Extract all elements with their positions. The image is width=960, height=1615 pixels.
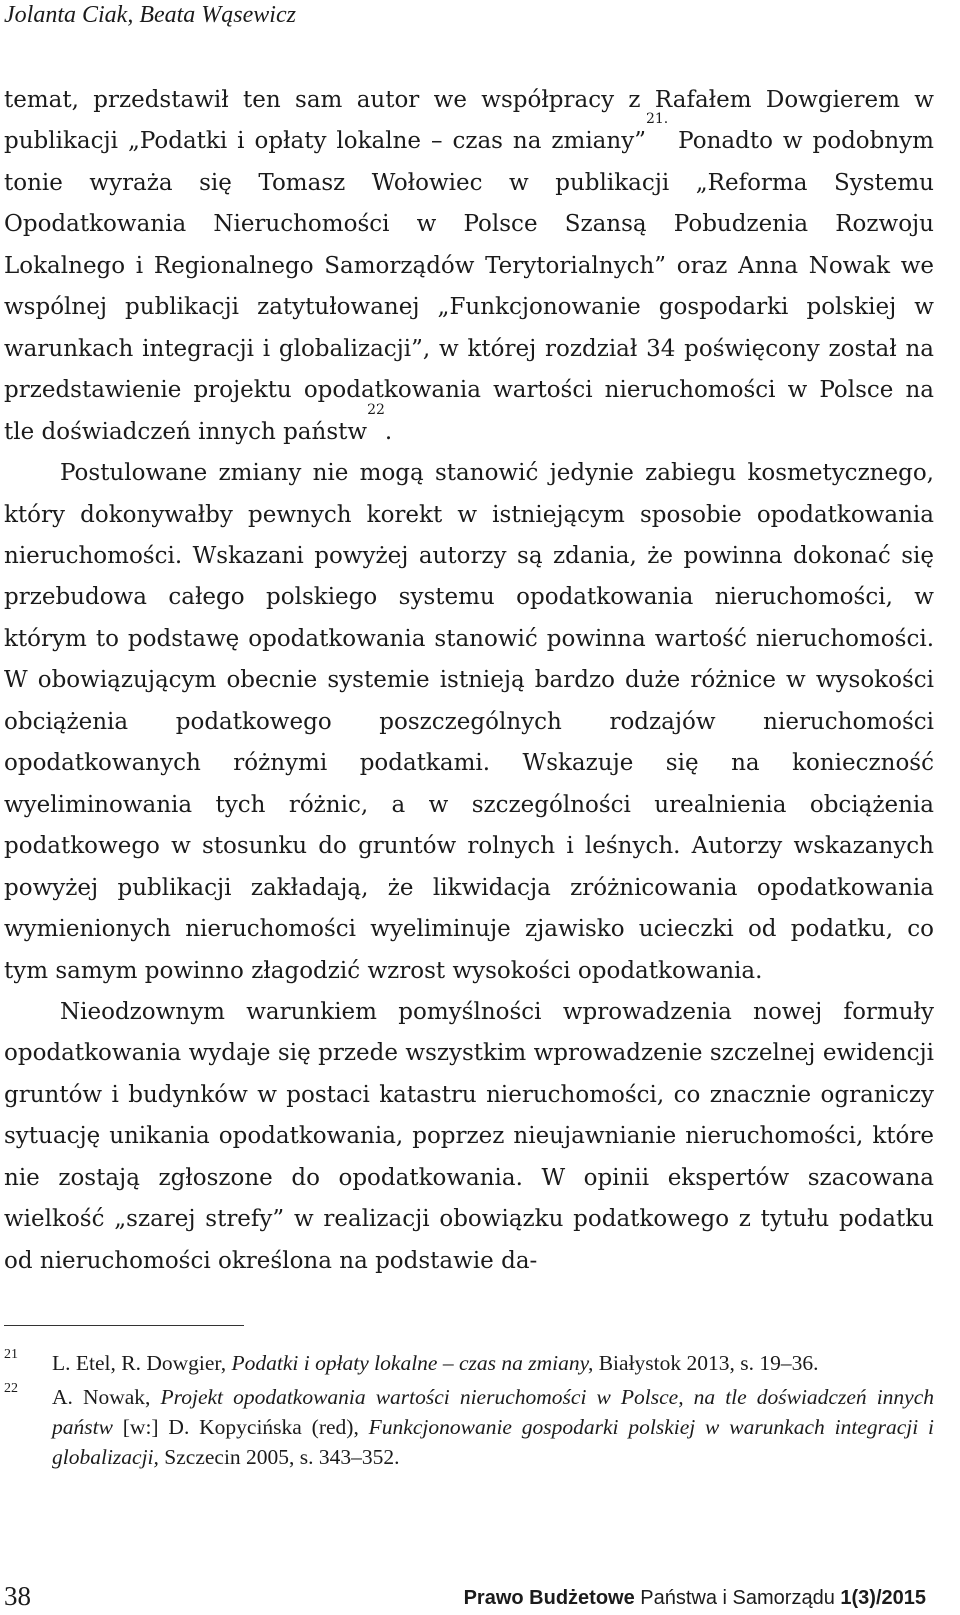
footnote-book-title: Funkcjonowanie gospodarki polskiej w warunkach integracji i globalizacji,	[52, 1415, 934, 1469]
footnote-number: 21	[4, 1347, 18, 1362]
footnote-22	[4, 1382, 934, 1472]
footnote-title: Podatki i opłaty lokalne – czas na zmiany,	[231, 1351, 594, 1375]
journal-name	[464, 1584, 926, 1612]
paragraph-2: Postulowane zmiany nie mogą stanowić jedynie zabiegu kosmetycznego, który dokonywałby pewnych korekt w istniejącym sposobie opodatkowania nieruchomości. Wskazani powyżej autorzy są zdania, że powinna dokonać się przebudowa całego polskiego systemu opodatkowania nieruchomości, w którym to podstawę opodatkowania stanowić powinna wartość nieruchomości. W obowiązującym obecnie systemie istnieją bardzo duże różnice w wysokości obciążenia podatkowego poszczególnych rodzajów nieruchomości opodatkowanych różnymi podatkami. Wskazuje się na konieczność wyeliminowania tych różnic, a w szczególności urealnienia obciążenia podatkowego w stosunku do gruntów rolnych i leśnych. Autorzy wskazanych powyżej publikacji zakładają, że likwidacja zróżnicowania opodatkowania wymienionych nieruchomości wyeliminuje zjawisko ucieczki od podatku, co tym samym powinno złagodzić wzrost wysokości opodatkowania.	[4, 460, 934, 984]
footnote-21	[4, 1348, 934, 1378]
footnote-title: Projekt opodatkowania wartości nieruchomości w Polsce, na tle doświadczeń innych państw	[52, 1385, 935, 1439]
main-text	[4, 80, 934, 1282]
footnote-separator	[4, 1325, 244, 1326]
running-header	[4, 0, 944, 30]
paragraph-1-part-1: temat, przedstawił ten sam autor we współpracy z Rafałem Dowgierem w publikacji „Podatki i opłaty lokalne – czas na zmiany”	[4, 87, 934, 155]
footnote-text: Szczecin 2005, s. 343–352.	[158, 1445, 400, 1469]
header-authors: Jolanta Ciak, Beata Wąsewicz	[4, 2, 296, 28]
footnote-ref-21: 21.	[645, 111, 669, 128]
paragraph-1-part-2: Ponadto w podobnym tonie wyraża się Tomasz Wołowiec w publikacji „Reforma Systemu Opodatkowania Nieruchomości w Polsce Szansą Pobudzenia Rozwoju Lokalnego i Regionalnego Samorządów Terytorialnych” oraz Anna Nowak we wspólnej publikacji zatytułowanej „Funkcjonowanie gospodarki polskiej w warunkach integracji i globalizacji”, w której rozdział 34 poświęcony został na przedstawienie projektu opodatkowania wartości nieruchomości w Polsce na tle doświadczeń innych państw	[4, 128, 934, 445]
footnote-ref-22: 22	[367, 401, 385, 418]
footnote-text: [w:] D. Kopycińska (red),	[112, 1415, 369, 1439]
footnote-text: L. Etel, R. Dowgier,	[52, 1351, 232, 1375]
paragraph-1-part-3: .	[384, 418, 393, 445]
footnote-number: 22	[4, 1381, 18, 1396]
journal-name-regular: Państwa i Samorządu	[634, 1587, 841, 1609]
journal-issue: 1(3)/2015	[840, 1587, 926, 1609]
footnote-text: Białystok 2013, s. 19–36.	[593, 1351, 819, 1375]
paragraph-1	[4, 80, 934, 453]
page-footer	[0, 1578, 930, 1614]
paragraph-3: Nieodzownym warunkiem pomyślności wprowadzenia nowej formuły opodatkowania wydaje się przede wszystkim wprowadzenie szczelnej ewidencji gruntów i budynków w postaci katastru nieruchomości, co znacznie ograniczy sytuację unikania opodatkowania, poprzez nieujawnianie nieruchomości, które nie zostają zgłoszone do opodatkowania. W opinii ekspertów szacowana wielkość „szarej strefy” w realizacji obowiązku podatkowego z tytułu podatku od nieruchomości określona na podstawie da-	[4, 998, 934, 1274]
journal-name-bold: Prawo Budżetowe	[463, 1587, 635, 1609]
footnotes	[4, 1348, 934, 1476]
footnote-text: A. Nowak,	[52, 1385, 161, 1409]
page-number: 38	[4, 1581, 31, 1611]
